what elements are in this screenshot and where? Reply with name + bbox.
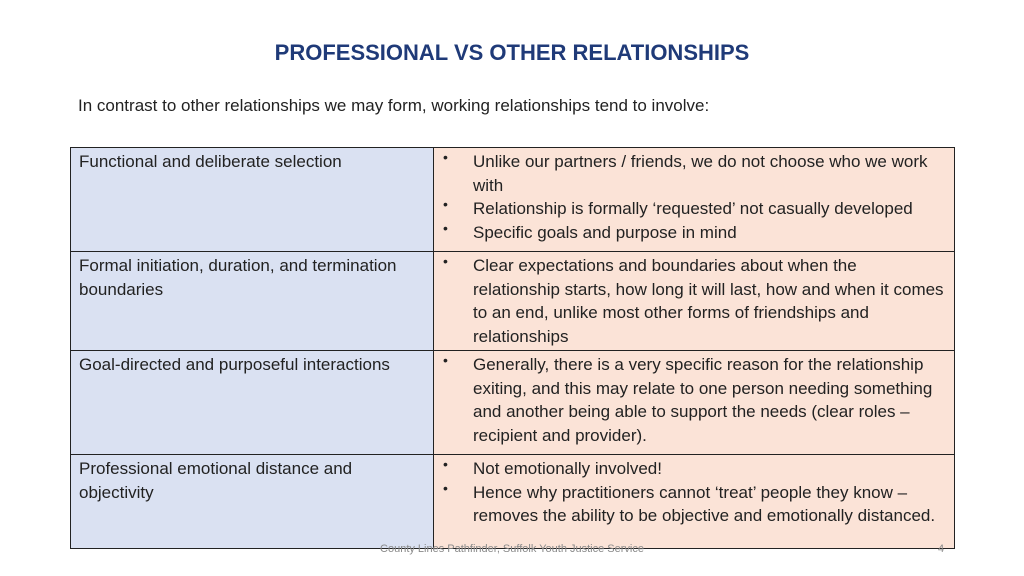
bullet-item: • Hence why practitioners cannot ‘treat’ people they know – removes the ability to be objective and emotionally distanced.: [473, 481, 944, 528]
bullet-item: • Clear expectations and boundaries about when the relationship starts, how long it will last, how and when it comes to an end, unlike most other forms of friendships and relationships: [473, 254, 944, 348]
row-details: [434, 252, 955, 351]
row-label: Functional and deliberate selection: [71, 148, 434, 252]
bullet-item: • Not emotionally involved!: [473, 457, 944, 481]
row-details: [434, 455, 955, 549]
row-details: [434, 351, 955, 455]
row-label: Goal-directed and purposeful interactions: [71, 351, 434, 455]
row-details: [434, 148, 955, 252]
page-number: 4: [938, 543, 945, 555]
bullet-item: • Relationship is formally ‘requested’ not casually developed: [473, 197, 944, 221]
slide-title: PROFESSIONAL VS OTHER RELATIONSHIPS: [274, 40, 750, 65]
table-row: [71, 148, 955, 252]
bullet-item: • Unlike our partners / friends, we do not choose who we work with: [473, 150, 944, 197]
table-row: [71, 252, 955, 351]
table-row: [71, 351, 955, 455]
bullet-item: • Generally, there is a very specific reason for the relationship exiting, and this may relate to one person needing something and another being able to support the needs (clear roles – recipient and provider).: [473, 353, 944, 447]
row-label: Formal initiation, duration, and termination boundaries: [71, 252, 434, 351]
comparison-table: [70, 147, 955, 549]
row-label: Professional emotional distance and objectivity: [71, 455, 434, 549]
table-row: [71, 455, 955, 549]
intro-text: In contrast to other relationships we may form, working relationships tend to involve:: [78, 96, 710, 115]
footer-text: County Lines Pathfinder, Suffolk Youth Justice Service: [380, 543, 644, 555]
bullet-item: • Specific goals and purpose in mind: [473, 221, 944, 245]
